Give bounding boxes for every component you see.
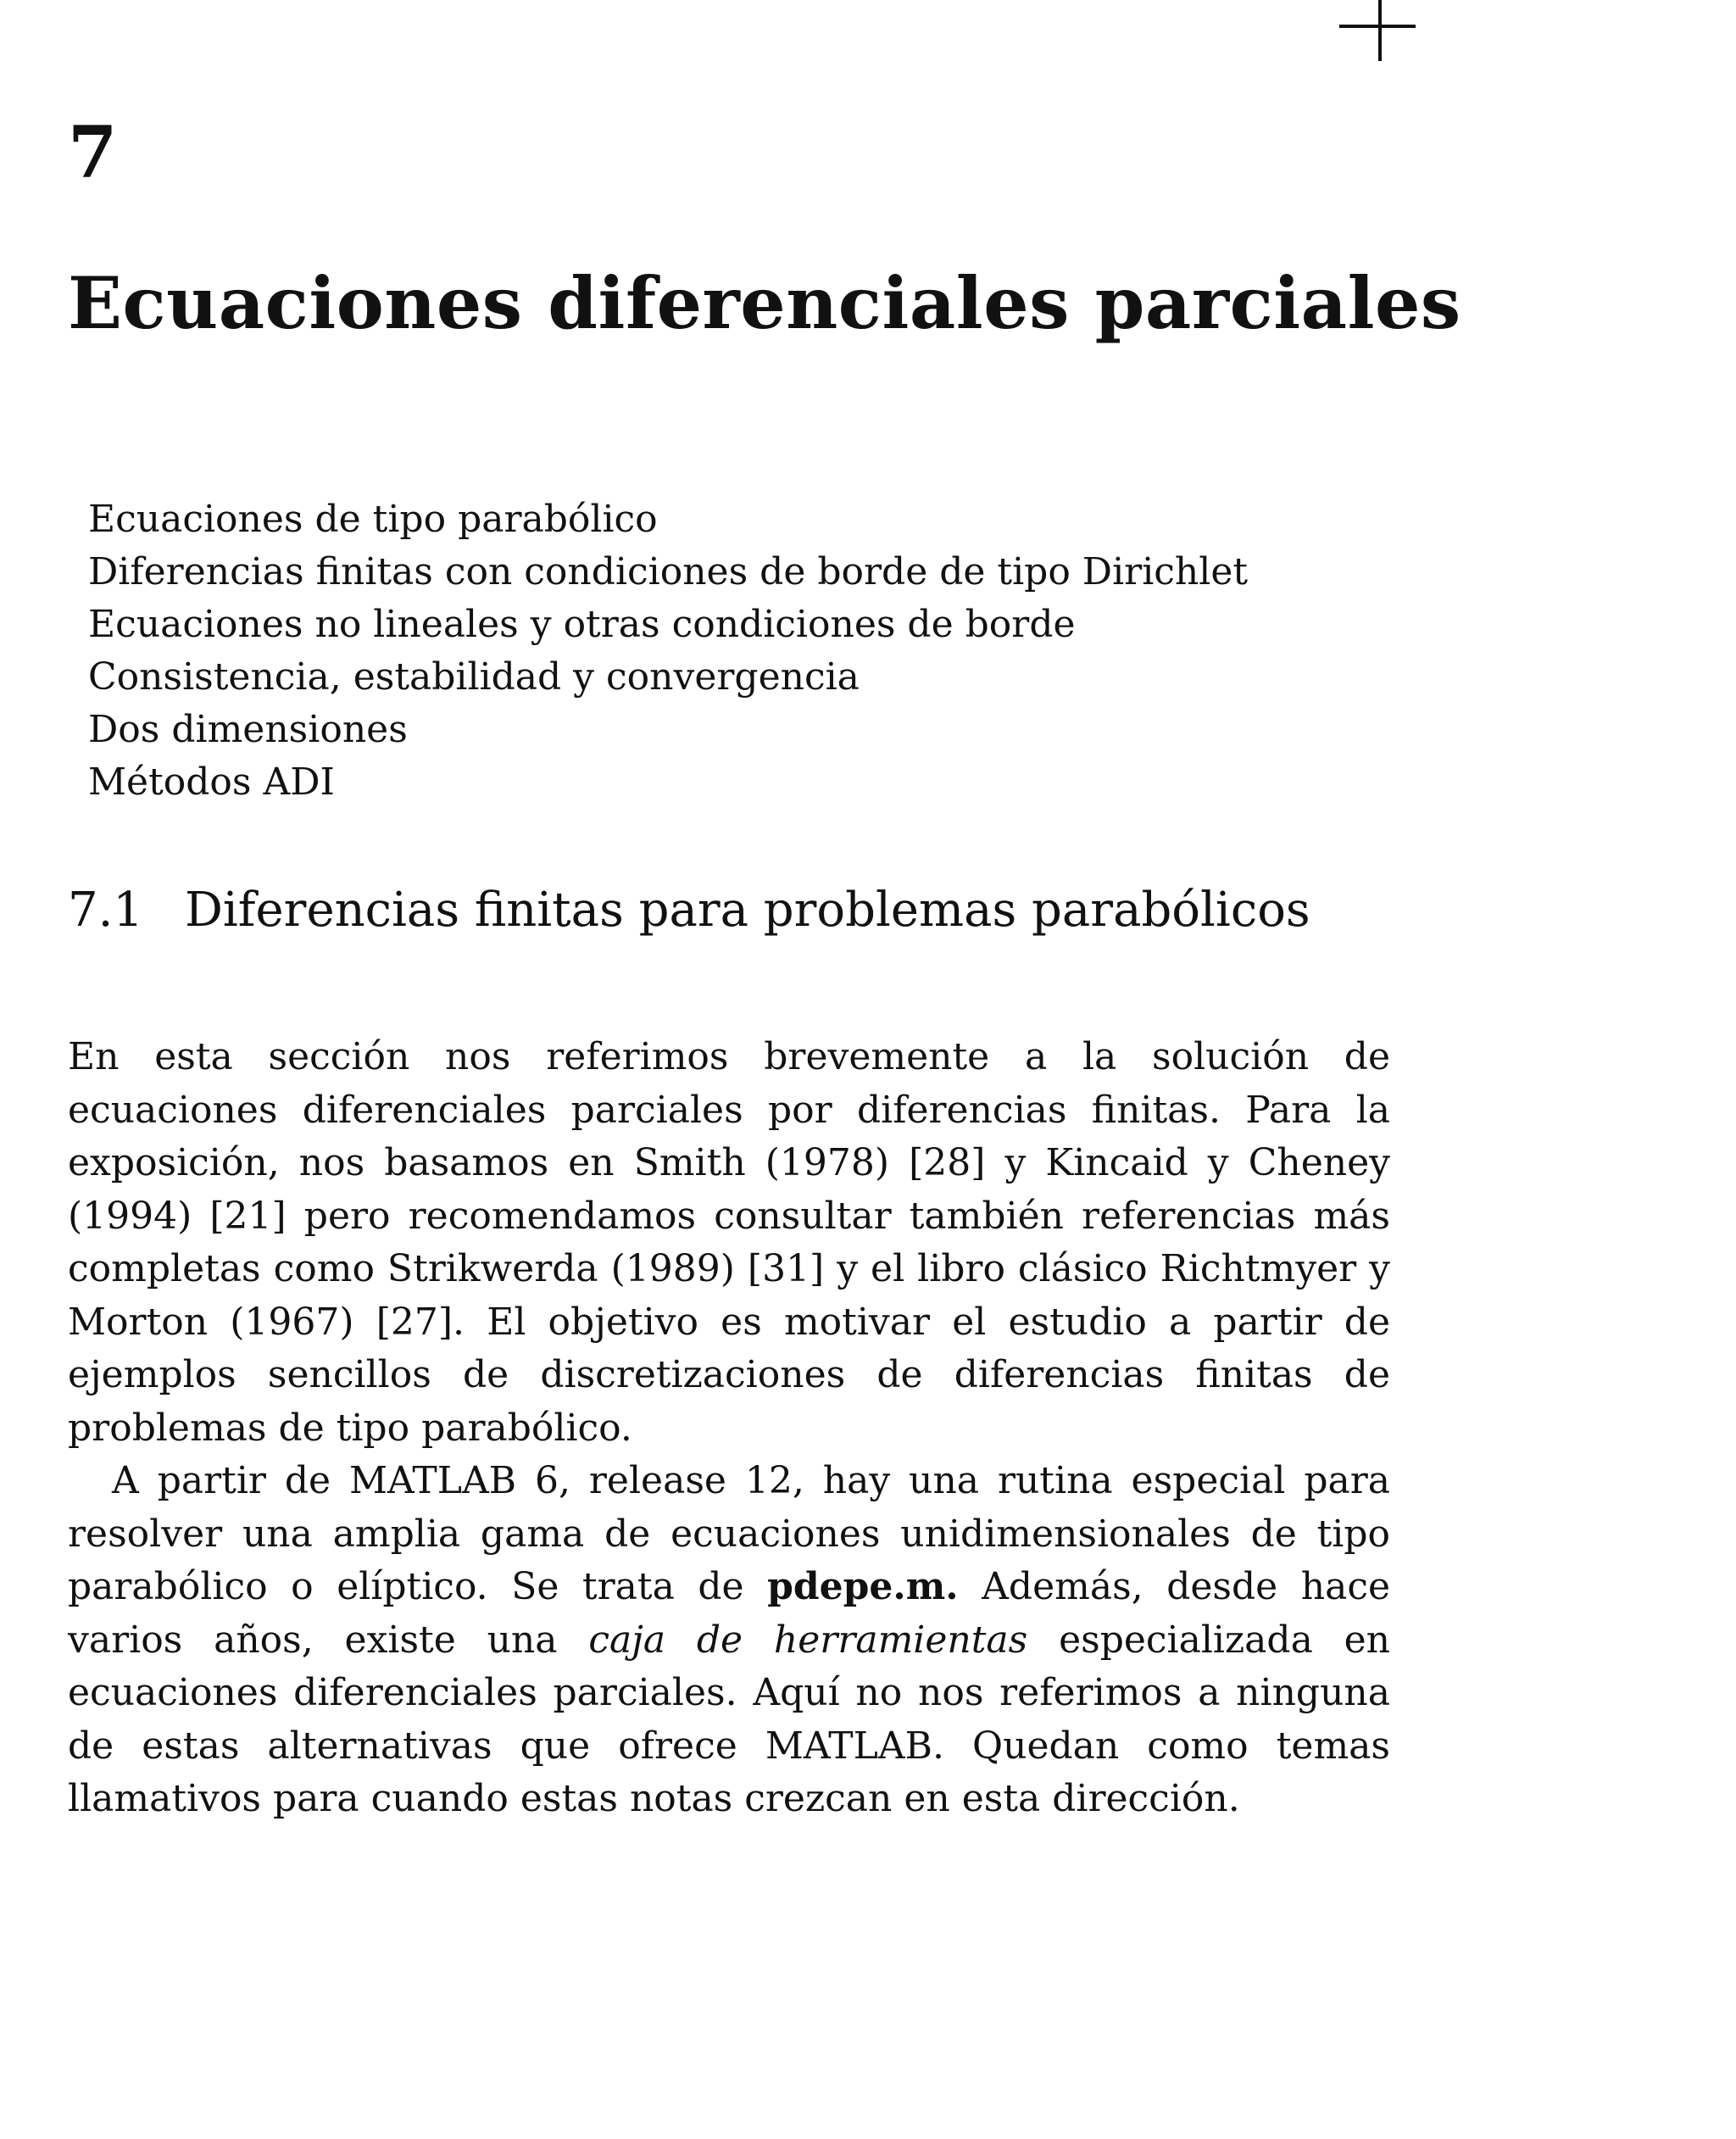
- paragraph-2: [68, 1455, 1390, 1826]
- chapter-title: Ecuaciones diferenciales parciales: [68, 261, 1461, 345]
- paragraph-1: En esta sección nos referimos brevemente a la solución de ecuaciones diferenciales parciales por diferencias finitas. Para la exposición, nos basamos en Smith (1978) [28] y Kincaid y Cheney (1994) [21] pero recomendamos consultar también referencias más completas como Strikwerda (1989) [31] y el libro clásico Richtmyer y Morton (1967) [27]. El objetivo es motivar el estudio a partir de ejemplos sencillos de discretizaciones de diferencias finitas de problemas de tipo parabólico.: [68, 1035, 1390, 1450]
- crop-mark-horizontal: [1339, 25, 1416, 28]
- contents-item: Ecuaciones de tipo parabólico: [88, 498, 658, 541]
- paragraph-2-part-2: Además, desde hace varios años, existe una: [68, 1565, 1391, 1662]
- chapter-contents-list: [88, 493, 1248, 809]
- contents-item: Diferencias finitas con condiciones de borde de tipo Dirichlet: [88, 550, 1249, 593]
- function-name: pdepe.m.: [767, 1565, 959, 1608]
- paragraph-2-part-3: especializada en ecuaciones diferenciales parciales. Aquí no nos referimos a ninguna de estas alternativas que ofrece MATLAB. Quedan como temas llamativos para cuando estas notas crezcan en esta dirección.: [68, 1618, 1390, 1820]
- paragraph-2-part-1: A partir de MATLAB 6, release 12, hay una rutina especial para resolver una amplia gama de ecuaciones unidimensionales de tipo parabólico o elíptico. Se trata de: [68, 1459, 1390, 1608]
- emphasized-term: caja de herramientas: [588, 1618, 1028, 1662]
- contents-item: Dos dimensiones: [88, 708, 408, 751]
- crop-mark-vertical: [1378, 0, 1382, 61]
- contents-item: Métodos ADI: [88, 760, 335, 804]
- crop-mark-icon: [1339, 0, 1416, 61]
- chapter-number: 7: [68, 110, 118, 194]
- body-text: [68, 1031, 1390, 1826]
- contents-item: Ecuaciones no lineales y otras condiciones de borde: [88, 603, 1076, 646]
- section-number: 7.1: [68, 883, 144, 938]
- contents-item: Consistencia, estabilidad y convergencia: [88, 655, 860, 699]
- section-title: Diferencias finitas para problemas parabólicos: [185, 883, 1310, 938]
- section-heading: [68, 882, 1310, 939]
